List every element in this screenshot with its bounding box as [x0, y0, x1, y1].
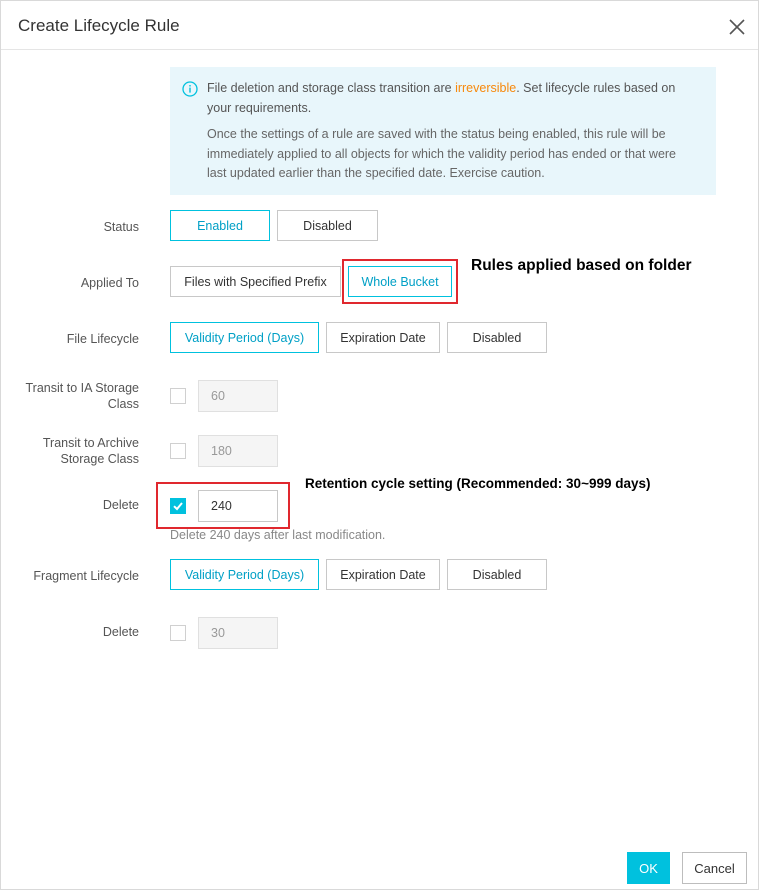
- transit-archive-days-input[interactable]: 180: [198, 435, 278, 467]
- transit-archive-checkbox[interactable]: [170, 443, 186, 459]
- delete-days-input[interactable]: 240: [198, 490, 278, 522]
- file-expiration-date-button[interactable]: Expiration Date: [326, 322, 440, 353]
- applied-to-annotation: Rules applied based on folder: [471, 257, 692, 274]
- delete-highlight-box: [156, 482, 290, 529]
- retention-annotation: Retention cycle setting (Recommended: 30~999 days): [305, 476, 651, 491]
- applied-to-label: Applied To: [80, 276, 139, 290]
- applied-prefix-button[interactable]: Files with Specified Prefix: [170, 266, 341, 297]
- notice-text-irreversible: File deletion and storage class transition are irreversible. Set lifecycle rules based on your requirements.: [207, 81, 676, 115]
- applied-whole-bucket-button[interactable]: Whole Bucket: [348, 266, 452, 297]
- fragment-delete-days-input[interactable]: 30: [198, 617, 278, 649]
- file-validity-period-button[interactable]: Validity Period (Days): [170, 322, 319, 353]
- fragment-lifecycle-disabled-button[interactable]: Disabled: [447, 559, 547, 590]
- status-label: Status: [103, 220, 139, 234]
- irreversible-emphasis: irreversible: [455, 81, 517, 95]
- file-lifecycle-disabled-button[interactable]: Disabled: [447, 322, 547, 353]
- status-enabled-button[interactable]: Enabled: [170, 210, 270, 241]
- notice-text-caution: Once the settings of a rule are saved with the status being enabled, this rule will be immediately applied to all objects for which the validity period has ended or that were last updated earlier than the specified date. Exercise caution.: [207, 127, 677, 180]
- fragment-expiration-date-button[interactable]: Expiration Date: [326, 559, 440, 590]
- dialog-title: Create Lifecycle Rule: [18, 16, 180, 35]
- ok-button[interactable]: OK: [627, 852, 670, 884]
- dialog-header: [1, 1, 758, 50]
- transit-ia-label: Transit to IA Storage Class: [25, 381, 139, 411]
- fragment-delete-label: Delete: [102, 625, 139, 639]
- fragment-delete-checkbox[interactable]: [170, 625, 186, 641]
- file-lifecycle-label: File Lifecycle: [66, 332, 139, 346]
- cancel-button[interactable]: Cancel: [682, 852, 747, 884]
- fragment-lifecycle-label: Fragment Lifecycle: [33, 569, 139, 583]
- transit-archive-label: Transit to Archive Storage Class: [42, 436, 139, 466]
- fragment-validity-period-button[interactable]: Validity Period (Days): [170, 559, 319, 590]
- transit-ia-checkbox[interactable]: [170, 388, 186, 404]
- info-circle-icon: [182, 81, 198, 97]
- warning-notice: [170, 67, 716, 195]
- delete-label: Delete: [102, 498, 139, 512]
- close-icon[interactable]: [728, 18, 746, 36]
- whole-bucket-highlight-box: [342, 259, 458, 304]
- status-disabled-button[interactable]: Disabled: [277, 210, 378, 241]
- transit-ia-days-input[interactable]: 60: [198, 380, 278, 412]
- delete-hint-text: Delete 240 days after last modification.: [170, 528, 386, 542]
